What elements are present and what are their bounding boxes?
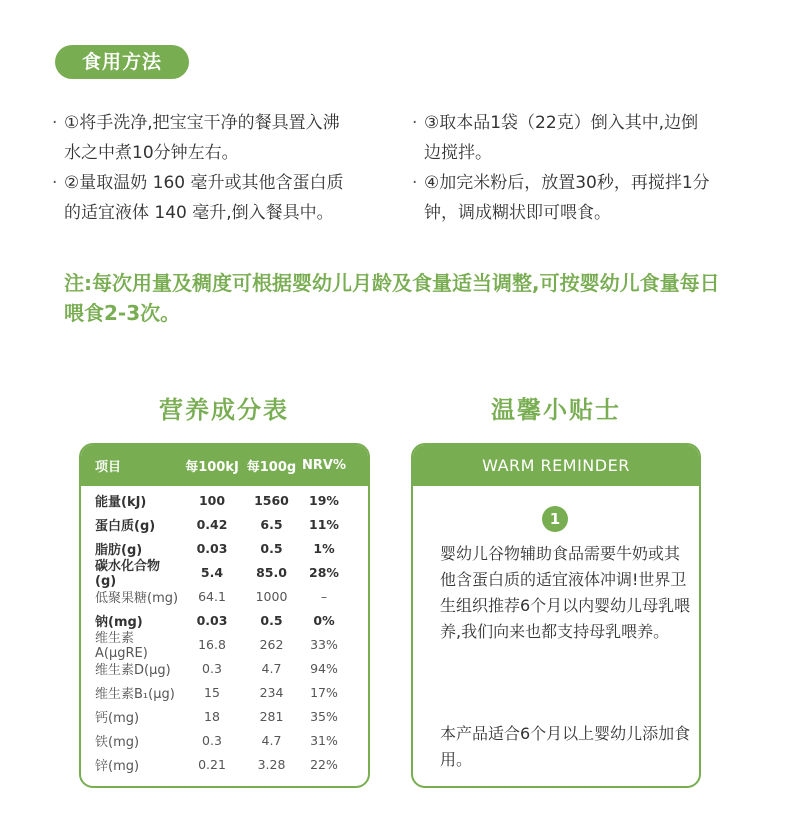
cell-nrv: 11% [309,516,339,532]
cell-per-100g: 234 [259,684,284,700]
bullet-dot: · [52,173,58,193]
cell-nrv: 1% [313,540,335,556]
cell-per-100kj: 0.21 [198,756,226,772]
cell-per-100g: 0.5 [260,612,283,628]
usage-step-text: ①将手洗净,把宝宝干净的餐具置入沸水之中煮10分钟左右。 [64,113,340,163]
cell-name: 维生素D(μg) [95,662,171,678]
cell-nrv: – [320,588,328,604]
cell-per-100g: 6.5 [260,516,283,532]
cell-per-100kj: 0.3 [202,660,222,676]
cell-name: 维生素B₁(μg) [95,686,175,702]
usage-step-text: ③取本品1袋（22克）倒入其中,边倒边搅拌。 [424,113,699,163]
cell-nrv: 94% [310,660,338,676]
cell-nrv: 19% [309,492,339,508]
cell-nrv: 31% [310,732,338,748]
bullet-dot: · [412,173,418,193]
cell-per-100g: 1560 [254,492,289,508]
cell-name: 锌(mg) [95,758,140,774]
table-row [81,656,368,680]
cell-per-100kj: 15 [204,684,220,700]
header-per-100g: 每100g [246,460,297,475]
bullet-dot: · [412,113,418,133]
usage-title-pill: 食用方法 [55,45,189,79]
nutrition-table-body [81,486,368,776]
usage-step-text: ②量取温奶 160 毫升或其他含蛋白质的适宜液体 140 毫升,倒入餐具中。 [64,173,344,223]
table-row [81,631,368,661]
table-row [81,559,368,589]
cell-name: 蛋白质(g) [95,518,156,534]
cell-per-100g: 1000 [255,588,288,604]
usage-steps-right [412,108,712,228]
header-item: 项目 [95,460,122,475]
cell-nrv: 0% [313,612,335,628]
header-per-100kj: 每100kJ [185,460,239,475]
cell-nrv: 22% [310,756,338,772]
cell-per-100kj: 64.1 [198,588,226,604]
cell-nrv: 33% [310,636,338,652]
cell-name: 低聚果糖(mg) [95,590,179,606]
cell-name: 能量(kJ) [95,494,147,510]
table-row [81,488,368,512]
cell-name: 钙(mg) [95,710,140,726]
cell-per-100kj: 0.42 [196,516,228,532]
table-row [81,728,368,752]
cell-per-100kj: 5.4 [200,564,224,580]
reminder-card [411,443,701,788]
cell-name: 碳水化合物(g) [95,559,161,589]
table-row [81,704,368,728]
reminder-text-secondary: 本产品适合6个月以上婴幼儿添加食用。 [440,724,691,769]
usage-step-text: ④加完米粉后，放置30秒，再搅拌1分钟，调成糊状即可喂食。 [424,173,710,223]
cell-per-100g: 4.7 [261,660,282,676]
cell-nrv: 28% [309,564,339,580]
cell-per-100g: 0.5 [260,540,283,556]
nutrition-table-header [81,445,368,486]
usage-note: 注:每次用量及稠度可根据婴幼儿月龄及食量适当调整,可按婴幼儿食量每日喂食2-3次。 [64,271,720,325]
cell-per-100g: 4.7 [261,732,282,748]
table-row [81,680,368,704]
cell-per-100kj: 0.03 [196,540,228,556]
cell-name: 钠(mg) [95,614,143,630]
cell-per-100kj: 0.03 [196,612,228,628]
table-row [81,512,368,536]
cell-nrv: 35% [310,708,338,724]
cell-per-100kj: 16.8 [198,636,226,652]
table-row [81,584,368,608]
cell-per-100kj: 18 [204,708,220,724]
cell-nrv: 17% [310,684,338,700]
reminder-header: WARM REMINDER [413,445,699,486]
cell-per-100g: 85.0 [256,564,287,580]
cell-name: 铁(mg) [95,734,140,750]
usage-step-3 [412,108,712,168]
cell-per-100g: 3.28 [257,756,286,772]
usage-step-4 [412,168,712,228]
table-row [81,752,368,776]
reminder-text: 婴幼儿谷物辅助食品需要牛奶或其他含蛋白质的适宜液体冲调!世界卫生组织推荐6个月以内婴幼儿母乳喂养,我们向来也都支持母乳喂养。 [440,544,691,641]
number-badge: 1 [542,506,568,532]
cell-per-100kj: 0.3 [202,732,222,748]
nutrition-table [79,443,370,788]
bullet-dot: · [52,113,58,133]
usage-steps-left [52,108,352,228]
cell-per-100kj: 100 [198,492,226,508]
cell-name: 维生素A(μgRE) [95,631,148,661]
header-nrv: NRV% [302,458,346,473]
cell-per-100g: 262 [259,636,284,652]
cell-per-100g: 281 [259,708,284,724]
reminder-title: 温馨小贴士 [491,396,621,424]
nutrition-title: 营养成分表 [159,396,289,424]
cell-name: 脂肪(g) [95,542,143,558]
usage-step-2 [52,168,352,228]
usage-step-1 [52,108,352,168]
